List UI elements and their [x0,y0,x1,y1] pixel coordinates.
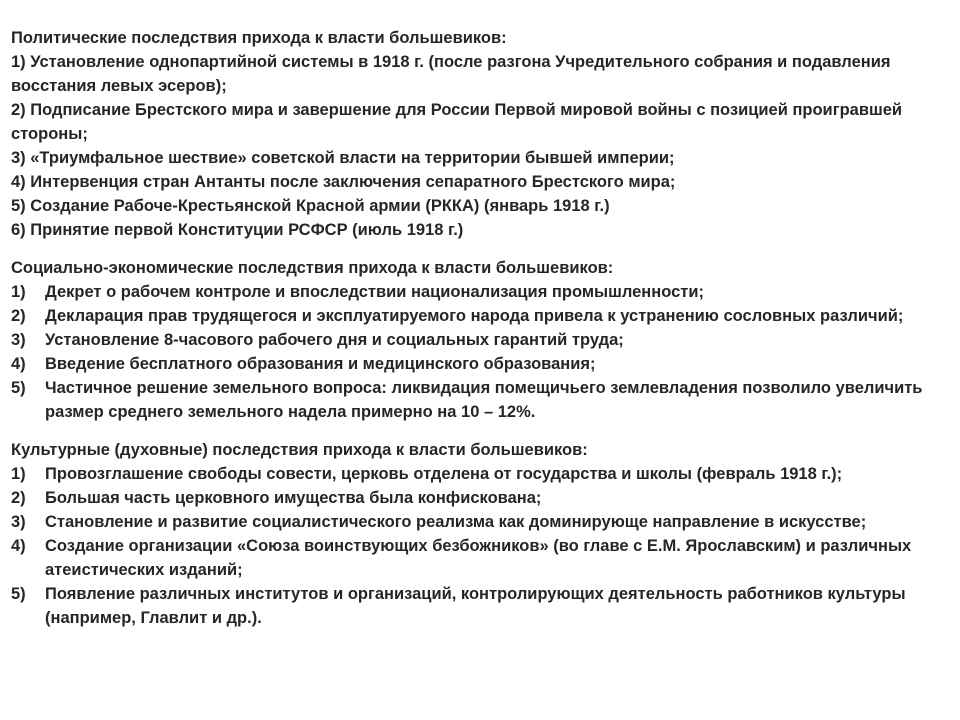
list-item [11,486,946,510]
political-section-title: Политические последствия прихода к власти большевиков: [11,29,507,47]
item-text: Становление и развитие социалистического реализма как доминирующе направление в искусстве; [45,513,867,531]
political-item: 5) Создание Рабоче-Крестьянской Красной армии (РККА) (январь 1918 г.) [11,197,610,215]
social-section-title: Социально-экономические последствия прихода к власти большевиков: [11,259,614,277]
item-text: Установление 8-часового рабочего дня и социальных гарантий труда; [45,331,624,349]
item-number: 2) [11,489,26,507]
list-item [11,280,946,304]
political-consequences-section [11,26,946,242]
list-item [11,582,946,630]
item-text: Появление различных институтов и организаций, контролирующих деятельность работников культуры (например, Главлит и др.). [45,585,906,627]
item-text: Большая часть церковного имущества была конфискована; [45,489,542,507]
political-item: 6) Принятие первой Конституции РСФСР (июль 1918 г.) [11,221,464,239]
item-number: 3) [11,513,26,531]
social-consequences-list [11,280,946,424]
political-item: 2) Подписание Брестского мира и завершение для России Первой мировой войны с позицией проигравшей стороны; [11,101,903,143]
item-text: Частичное решение земельного вопроса: ликвидация помещичьего землевладения позволило увеличить размер среднего земельного надела примерно на 10 – 12%. [45,379,923,421]
item-text: Декрет о рабочем контроле и впоследствии национализация промышленности; [45,283,705,301]
item-text: Создание организации «Союза воинствующих безбожников» (во главе с Е.М. Ярославским) и различных атеистических изданий; [45,537,912,579]
item-number: 3) [11,331,26,349]
cultural-section-title: Культурные (духовные) последствия прихода к власти большевиков: [11,441,588,459]
list-item [11,304,946,328]
list-item [11,376,946,424]
cultural-consequences-list [11,462,946,630]
list-item [11,534,946,582]
item-number: 5) [11,379,26,397]
item-text: Введение бесплатного образования и медицинского образования; [45,355,596,373]
cultural-consequences-section [11,438,946,630]
item-number: 2) [11,307,26,325]
list-item [11,352,946,376]
list-item [11,462,946,486]
social-economic-consequences-section [11,256,946,424]
item-number: 1) [11,283,26,301]
item-text: Декларация прав трудящегося и эксплуатируемого народа привела к устранению сословных различий; [45,307,904,325]
list-item [11,510,946,534]
item-number: 4) [11,355,26,373]
political-item: 3) «Триумфальное шествие» советской власти на территории бывшей империи; [11,149,675,167]
item-number: 4) [11,537,26,555]
political-item: 4) Интервенция стран Антанты после заключения сепаратного Брестского мира; [11,173,676,191]
political-item: 1) Установление однопартийной системы в 1918 г. (после разгона Учредительного собрания и подавления восстания левых эсеров); [11,53,891,95]
item-number: 1) [11,465,26,483]
list-item [11,328,946,352]
item-text: Провозглашение свободы совести, церковь отделена от государства и школы (февраль 1918 г.); [45,465,843,483]
item-number: 5) [11,585,26,603]
